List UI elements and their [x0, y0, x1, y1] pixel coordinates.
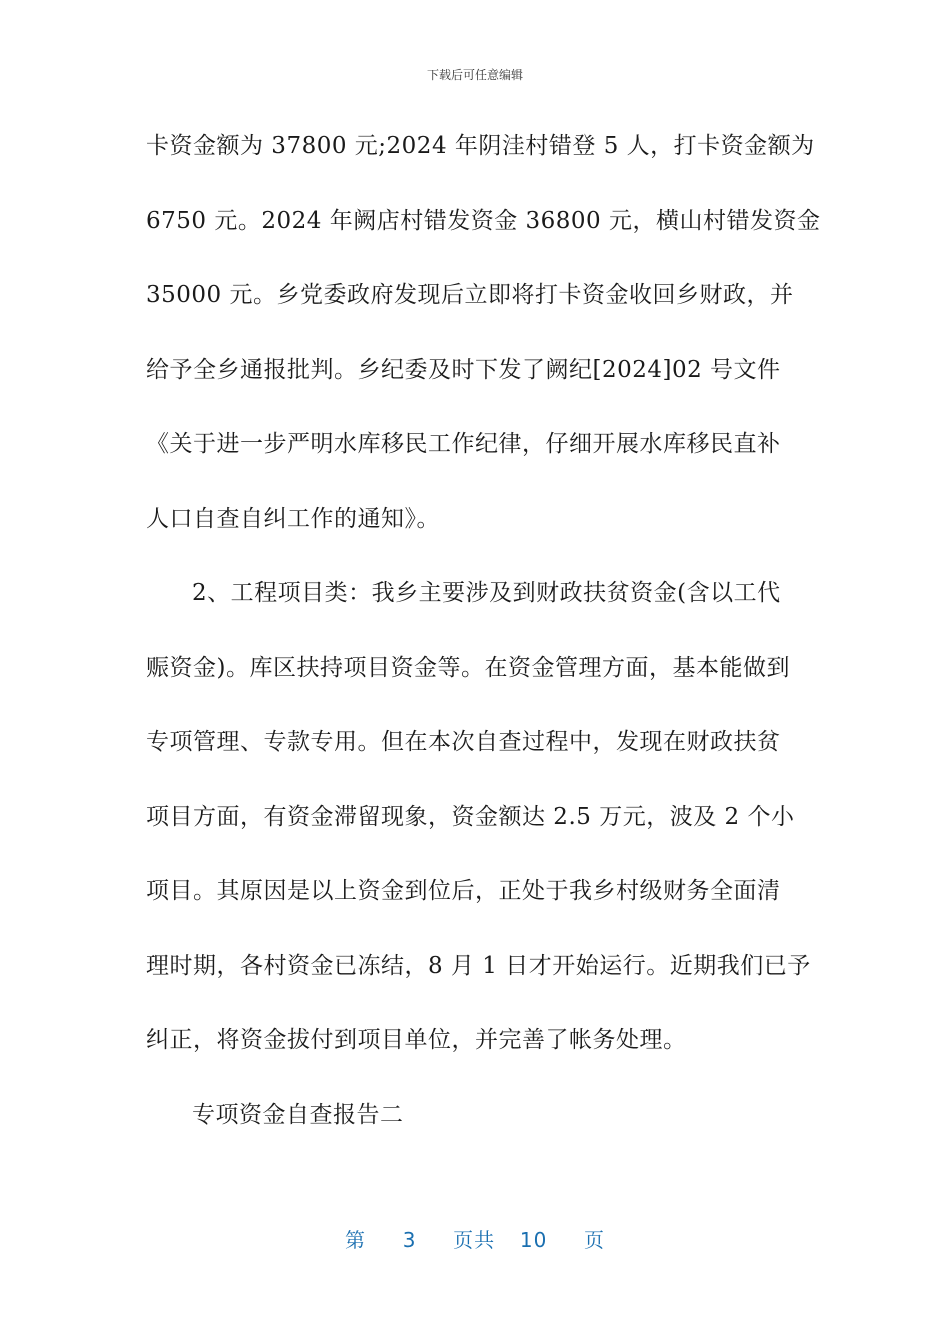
- page-header-note: 下载后可任意编辑: [426, 68, 523, 82]
- paragraph-line: 赈资金)。库区扶持项目资金等。在资金管理方面，基本能做到: [146, 654, 790, 681]
- paragraph-line: 项目。其原因是以上资金到位后，正处于我乡村级财务全面清: [146, 878, 781, 904]
- paragraph-line: 35000 元。乡党委政府发现后立即将打卡资金收回乡财政，并: [146, 282, 794, 308]
- paragraph-line: 人口自查自纠工作的通知》。: [146, 505, 440, 532]
- paragraph-line: 6750 元。2024 年阙店村错发资金 36800 元，横山村错发资金: [146, 207, 821, 234]
- paragraph-line: 纠正，将资金拔付到项目单位，并完善了帐务处理。: [146, 1027, 687, 1053]
- total-page-count: 10: [519, 1228, 548, 1252]
- paragraph-line: 卡资金额为 37800 元;2024 年阴洼村错登 5 人，打卡资金额为: [146, 133, 815, 159]
- paragraph-line: 《关于进一步严明水库移民工作纪律，仔细开展水库移民直补: [146, 431, 781, 457]
- current-page-number: 3: [402, 1228, 417, 1252]
- footer-middle: 页共: [453, 1228, 496, 1252]
- footer-prefix: 第: [344, 1228, 366, 1252]
- document-body: [146, 126, 821, 1169]
- paragraph-line: 2、工程项目类：我乡主要涉及到财政扶贫资金(含以工代: [192, 580, 781, 606]
- paragraph-line: 专项管理、专款专用。但在本次自查过程中，发现在财政扶贫: [146, 729, 781, 755]
- section-heading: 专项资金自查报告二: [192, 1101, 404, 1128]
- page-footer: [0, 1224, 950, 1253]
- footer-suffix: 页: [584, 1228, 606, 1252]
- paragraph-line: 理时期，各村资金已冻结，8 月 1 日才开始运行。近期我们已予: [146, 952, 811, 979]
- paragraph-line: 给予全乡通报批判。乡纪委及时下发了阙纪[2024]02 号文件: [146, 356, 781, 383]
- paragraph-line: 项目方面，有资金滞留现象，资金额达 2.5 万元，波及 2 个小: [146, 803, 795, 830]
